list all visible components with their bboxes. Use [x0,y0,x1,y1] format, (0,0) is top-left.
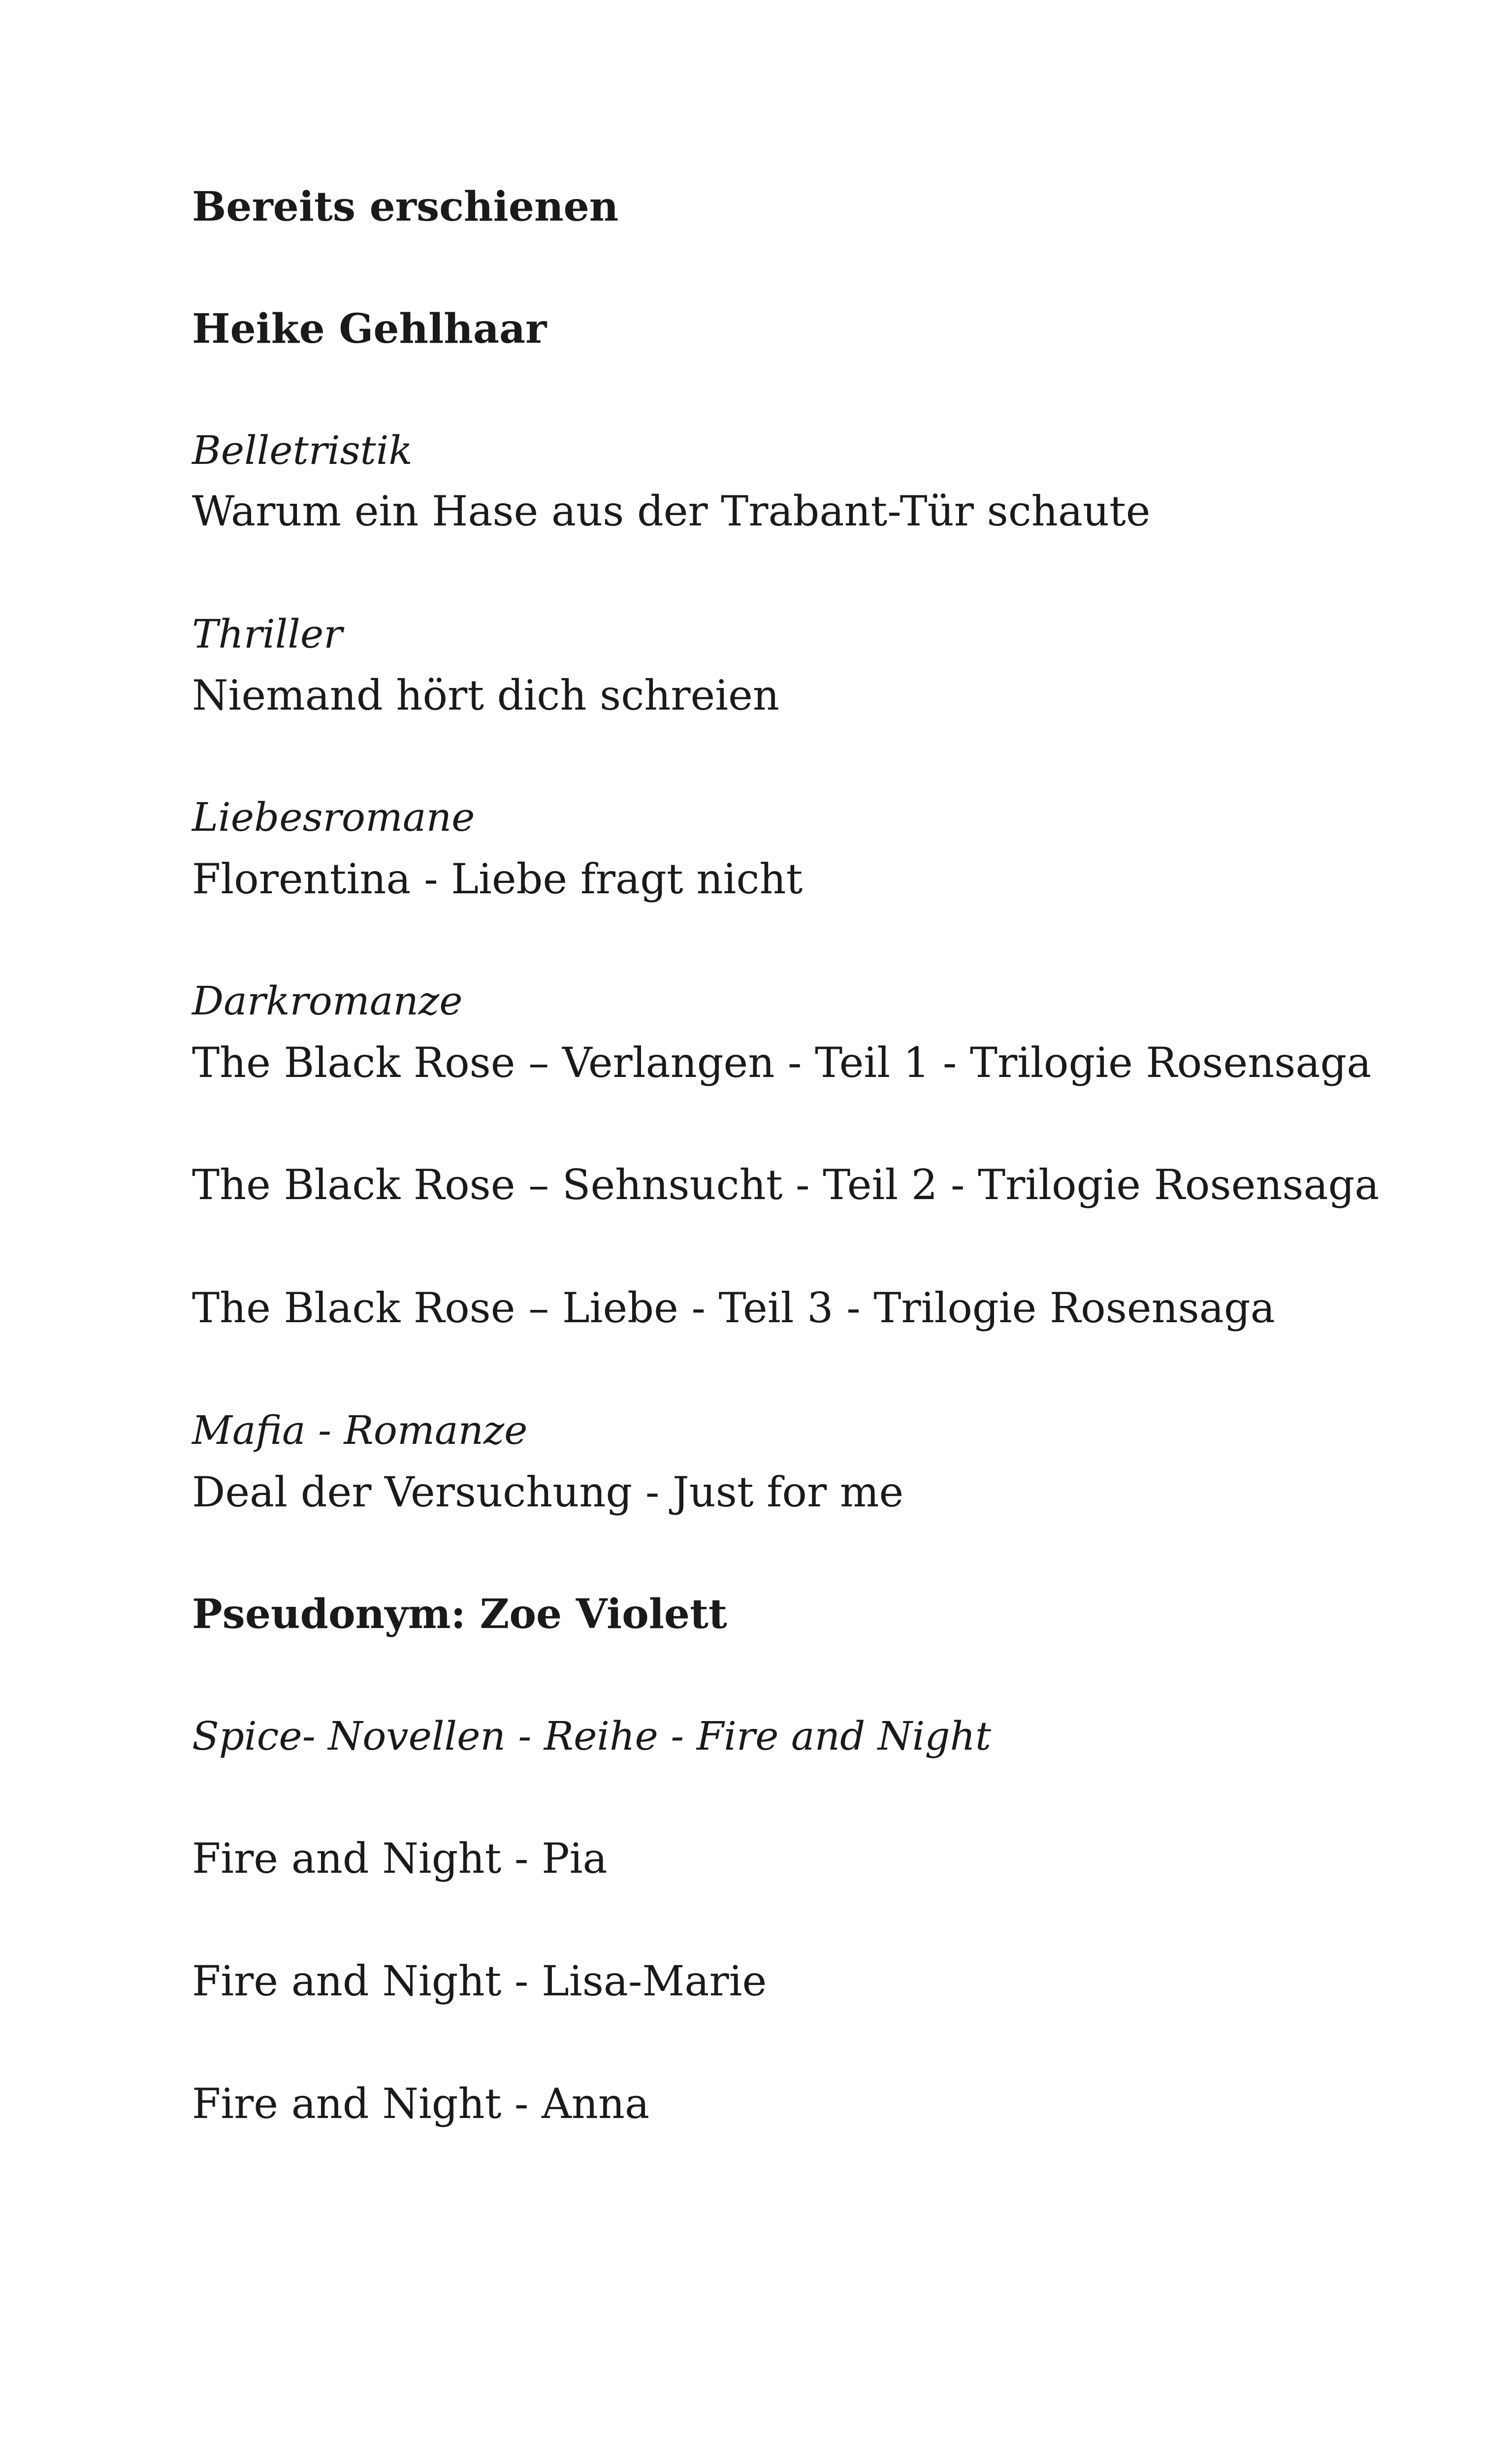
book-title: Fire and Night - Pia [192,1834,608,1883]
pseudonym-label: Pseudonym: Zoe Violett [192,1591,727,1638]
book-title: Florentina - Liebe fragt nicht [192,855,803,903]
book-title: Fire and Night - Lisa-Marie [192,1957,767,2005]
book-title: Deal der Versuchung - Just for me [192,1468,904,1516]
genre-label: Darkromanze [192,978,463,1024]
page-heading: Bereits erschienen [192,183,619,230]
author-name: Heike Gehlhaar [192,305,547,353]
genre-label: Belletristik [192,427,413,473]
genre-label: Mafia - Romanze [192,1407,528,1453]
genre-label: Liebesromane [192,794,475,840]
book-title: Niemand hört dich schreien [192,671,779,719]
book-title: The Black Rose – Verlangen - Teil 1 - Trilogie Rosensaga [192,1039,1372,1087]
book-title: Warum ein Hase aus der Trabant-Tür schaute [192,487,1151,535]
genre-label: Thriller [192,611,343,657]
book-title: Fire and Night - Anna [192,2080,650,2128]
book-title: The Black Rose – Liebe - Teil 3 - Trilogie Rosensaga [192,1284,1275,1332]
series-label: Spice- Novellen - Reihe - Fire and Night [192,1713,992,1759]
book-title: The Black Rose – Sehnsucht - Teil 2 - Trilogie Rosensaga [192,1161,1380,1209]
